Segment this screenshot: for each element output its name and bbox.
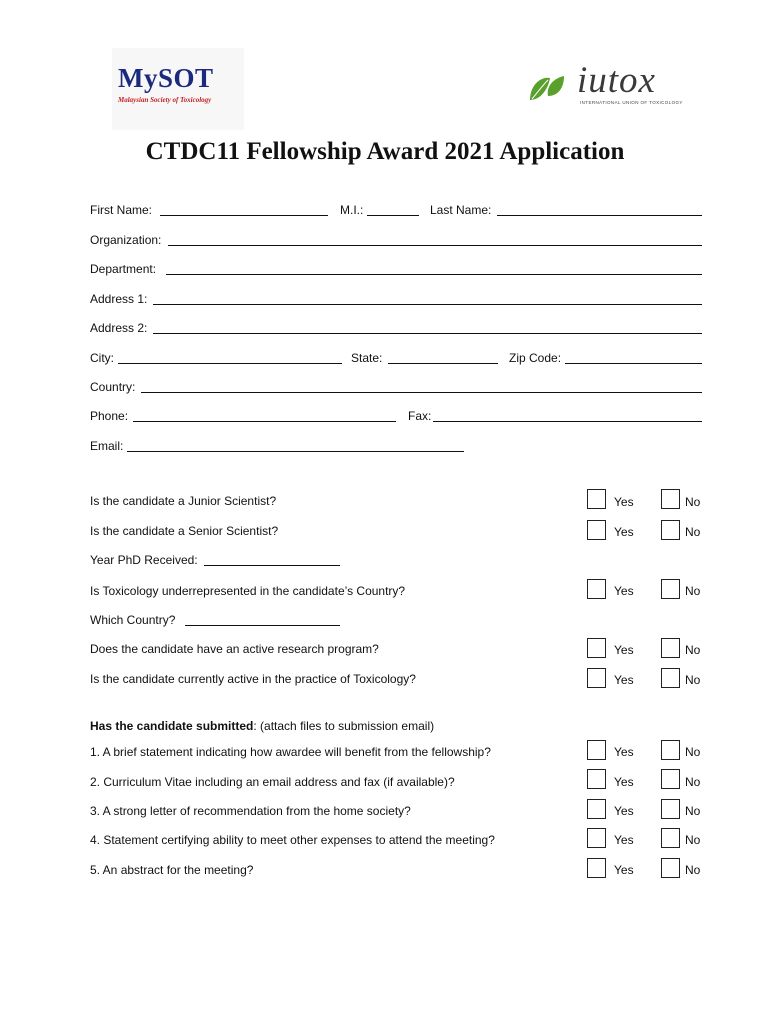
first-name-field[interactable]	[160, 215, 328, 216]
item5-yes-label: Yes	[614, 863, 634, 877]
page-title: CTDC11 Fellowship Award 2021 Application	[145, 138, 625, 165]
leaf-icon	[526, 70, 566, 106]
submitted-heading-rest: : (attach files to submission email)	[253, 719, 435, 733]
item3-yes-checkbox[interactable]	[587, 799, 606, 819]
first-name-label: First Name:	[90, 203, 153, 217]
phone-label: Phone:	[90, 409, 129, 423]
item1-yes-checkbox[interactable]	[587, 740, 606, 760]
practice-yes-label: Yes	[614, 673, 634, 687]
phone-field[interactable]	[133, 421, 396, 422]
junior-yes-label: Yes	[614, 495, 634, 509]
junior-no-checkbox[interactable]	[661, 489, 680, 509]
mi-label: M.I.:	[340, 203, 364, 217]
last-name-field[interactable]	[497, 215, 702, 216]
junior-yes-checkbox[interactable]	[587, 489, 606, 509]
country-label: Country:	[90, 380, 136, 394]
item3-no-checkbox[interactable]	[661, 799, 680, 819]
underrep-no-label: No	[685, 584, 701, 598]
question-underrepresented: Is Toxicology underrepresented in the candidate’s Country?	[90, 584, 406, 598]
organization-label: Organization:	[90, 233, 162, 247]
practice-no-label: No	[685, 673, 701, 687]
research-no-checkbox[interactable]	[661, 638, 680, 658]
submitted-heading-bold: Has the candidate submitted	[90, 719, 254, 733]
department-field[interactable]	[166, 274, 702, 275]
item4-yes-checkbox[interactable]	[587, 828, 606, 848]
item4-no-checkbox[interactable]	[661, 828, 680, 848]
iutox-logo-name: iutox	[577, 60, 656, 101]
question-research: Does the candidate have an active research program?	[90, 642, 379, 656]
phd-year-label: Year PhD Received:	[90, 553, 198, 567]
city-label: City:	[90, 351, 114, 365]
item2-no-checkbox[interactable]	[661, 769, 680, 789]
submitted-item-5: 5. An abstract for the meeting?	[90, 863, 254, 877]
item2-yes-label: Yes	[614, 775, 634, 789]
city-field[interactable]	[118, 363, 342, 364]
organization-field[interactable]	[168, 245, 702, 246]
item5-no-label: No	[685, 863, 701, 877]
question-practice: Is the candidate currently active in the practice of Toxicology?	[90, 672, 416, 686]
fax-field[interactable]	[433, 421, 702, 422]
research-yes-label: Yes	[614, 643, 634, 657]
zip-label: Zip Code:	[509, 351, 562, 365]
item5-yes-checkbox[interactable]	[587, 858, 606, 878]
senior-yes-label: Yes	[614, 525, 634, 539]
which-country-field[interactable]	[185, 625, 340, 626]
mi-field[interactable]	[367, 215, 419, 216]
item4-no-label: No	[685, 833, 701, 847]
department-label: Department:	[90, 262, 157, 276]
submitted-item-2: 2. Curriculum Vitae including an email address and fax (if available)?	[90, 775, 455, 789]
underrep-yes-checkbox[interactable]	[587, 579, 606, 599]
submitted-item-4: 4. Statement certifying ability to meet other expenses to attend the meeting?	[90, 833, 495, 847]
iutox-logo-subtitle: INTERNATIONAL UNION OF TOXICOLOGY	[580, 100, 683, 105]
submitted-item-3: 3. A strong letter of recommendation from the home society?	[90, 804, 411, 818]
research-yes-checkbox[interactable]	[587, 638, 606, 658]
mysot-logo-name: MySOT	[118, 63, 214, 93]
practice-yes-checkbox[interactable]	[587, 668, 606, 688]
email-field[interactable]	[127, 451, 464, 452]
underrep-yes-label: Yes	[614, 584, 634, 598]
senior-no-label: No	[685, 525, 701, 539]
submitted-heading	[90, 719, 434, 733]
item2-yes-checkbox[interactable]	[587, 769, 606, 789]
item1-yes-label: Yes	[614, 745, 634, 759]
zip-field[interactable]	[565, 363, 702, 364]
question-senior: Is the candidate a Senior Scientist?	[90, 524, 279, 538]
country-field[interactable]	[141, 392, 702, 393]
address2-field[interactable]	[153, 333, 702, 334]
research-no-label: No	[685, 643, 701, 657]
item3-no-label: No	[685, 804, 701, 818]
item5-no-checkbox[interactable]	[661, 858, 680, 878]
item1-no-checkbox[interactable]	[661, 740, 680, 760]
fax-label: Fax:	[408, 409, 432, 423]
state-field[interactable]	[388, 363, 498, 364]
item2-no-label: No	[685, 775, 701, 789]
address2-label: Address 2:	[90, 321, 148, 335]
question-junior: Is the candidate a Junior Scientist?	[90, 494, 277, 508]
state-label: State:	[351, 351, 383, 365]
submitted-item-1: 1. A brief statement indicating how awardee will benefit from the fellowship?	[90, 745, 491, 759]
which-country-label: Which Country?	[90, 613, 176, 627]
address1-label: Address 1:	[90, 292, 148, 306]
practice-no-checkbox[interactable]	[661, 668, 680, 688]
mysot-logo-subtitle: Malaysian Society of Toxicology	[118, 96, 212, 104]
phd-year-field[interactable]	[204, 565, 340, 566]
underrep-no-checkbox[interactable]	[661, 579, 680, 599]
email-label: Email:	[90, 439, 124, 453]
junior-no-label: No	[685, 495, 701, 509]
last-name-label: Last Name:	[430, 203, 492, 217]
senior-no-checkbox[interactable]	[661, 520, 680, 540]
item3-yes-label: Yes	[614, 804, 634, 818]
address1-field[interactable]	[153, 304, 702, 305]
item4-yes-label: Yes	[614, 833, 634, 847]
item1-no-label: No	[685, 745, 701, 759]
senior-yes-checkbox[interactable]	[587, 520, 606, 540]
